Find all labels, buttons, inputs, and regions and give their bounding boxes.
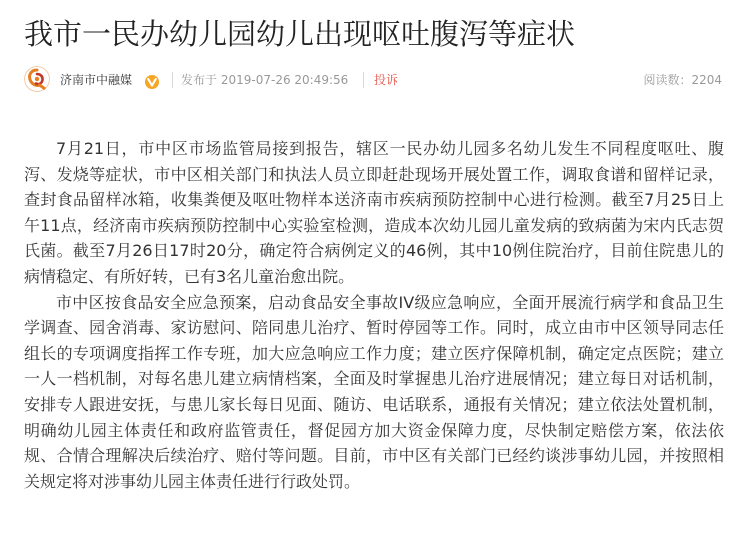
author-name-link[interactable]: 济南市中融媒 <box>60 73 133 87</box>
publish-info <box>181 66 348 94</box>
verified-badge-icon <box>144 72 160 88</box>
article-body <box>24 136 724 494</box>
complain-link[interactable]: 投诉 <box>374 73 399 87</box>
publish-label: 发布于 <box>181 73 218 87</box>
article-title: 我市一民办幼儿园幼儿出现呕吐腹泻等症状 <box>24 17 576 51</box>
publish-time: 2019-07-26 20:49:56 <box>220 73 349 87</box>
meta-divider <box>172 72 173 88</box>
article-meta-bar <box>24 66 722 94</box>
media-logo-icon <box>24 66 50 92</box>
read-count-label: 阅读数： <box>643 73 692 87</box>
author-avatar[interactable] <box>24 66 50 92</box>
meta-divider <box>363 72 364 88</box>
article-paragraph: 市中区按食品安全应急预案，启动食品安全事故IV级应急响应，全面开展流行病学和食品卫生学调查、园舍消毒、家访慰问、陪同患儿治疗、暂时停园等工作。同时，成立由市中区领导同志任组长的专项调度指挥工作专班，加大应急响应工作力度；建立医疗保障机制，确定定点医院；建立一人一档机制，对每名患儿建立病情档案，全面及时掌握患儿治疗进展情况；建立每日对话机制，安排专人跟进安抚，与患儿家长每日见面、随访、电话联系，通报有关情况；建立依法处置机制，明确幼儿园主体责任和政府监管责任，督促园方加大资金保障力度，尽快制定赔偿方案，依法依规、合情合理解决后续治疗、赔付等问题。目前，市中区有关部门已经约谈涉事幼儿园，并按照相关规定将对涉事幼儿园主体责任进行行政处罚。 <box>24 292 724 491</box>
read-count-value: 2204 <box>691 73 722 87</box>
read-count <box>643 66 722 94</box>
article-paragraph: 7月21日，市中区市场监管局接到报告，辖区一民办幼儿园多名幼儿发生不同程度呕吐、腹泻、发烧等症状，市中区相关部门和执法人员立即赶赴现场开展处置工作，调取食谱和留样记录，查封食品留样冰箱，收集粪便及呕吐物样本送济南市疾病预防控制中心进行检测。截至7月25日上午11点，经济南市疾病预防控制中心实验室检测，造成本次幼儿园儿童发病的致病菌为宋内氏志贺氏菌。截至7月26日17时20分，确定符合病例定义的46例，其中10例住院治疗，目前住院患儿的病情稳定、有所好转，已有3名儿童治愈出院。 <box>24 139 724 286</box>
